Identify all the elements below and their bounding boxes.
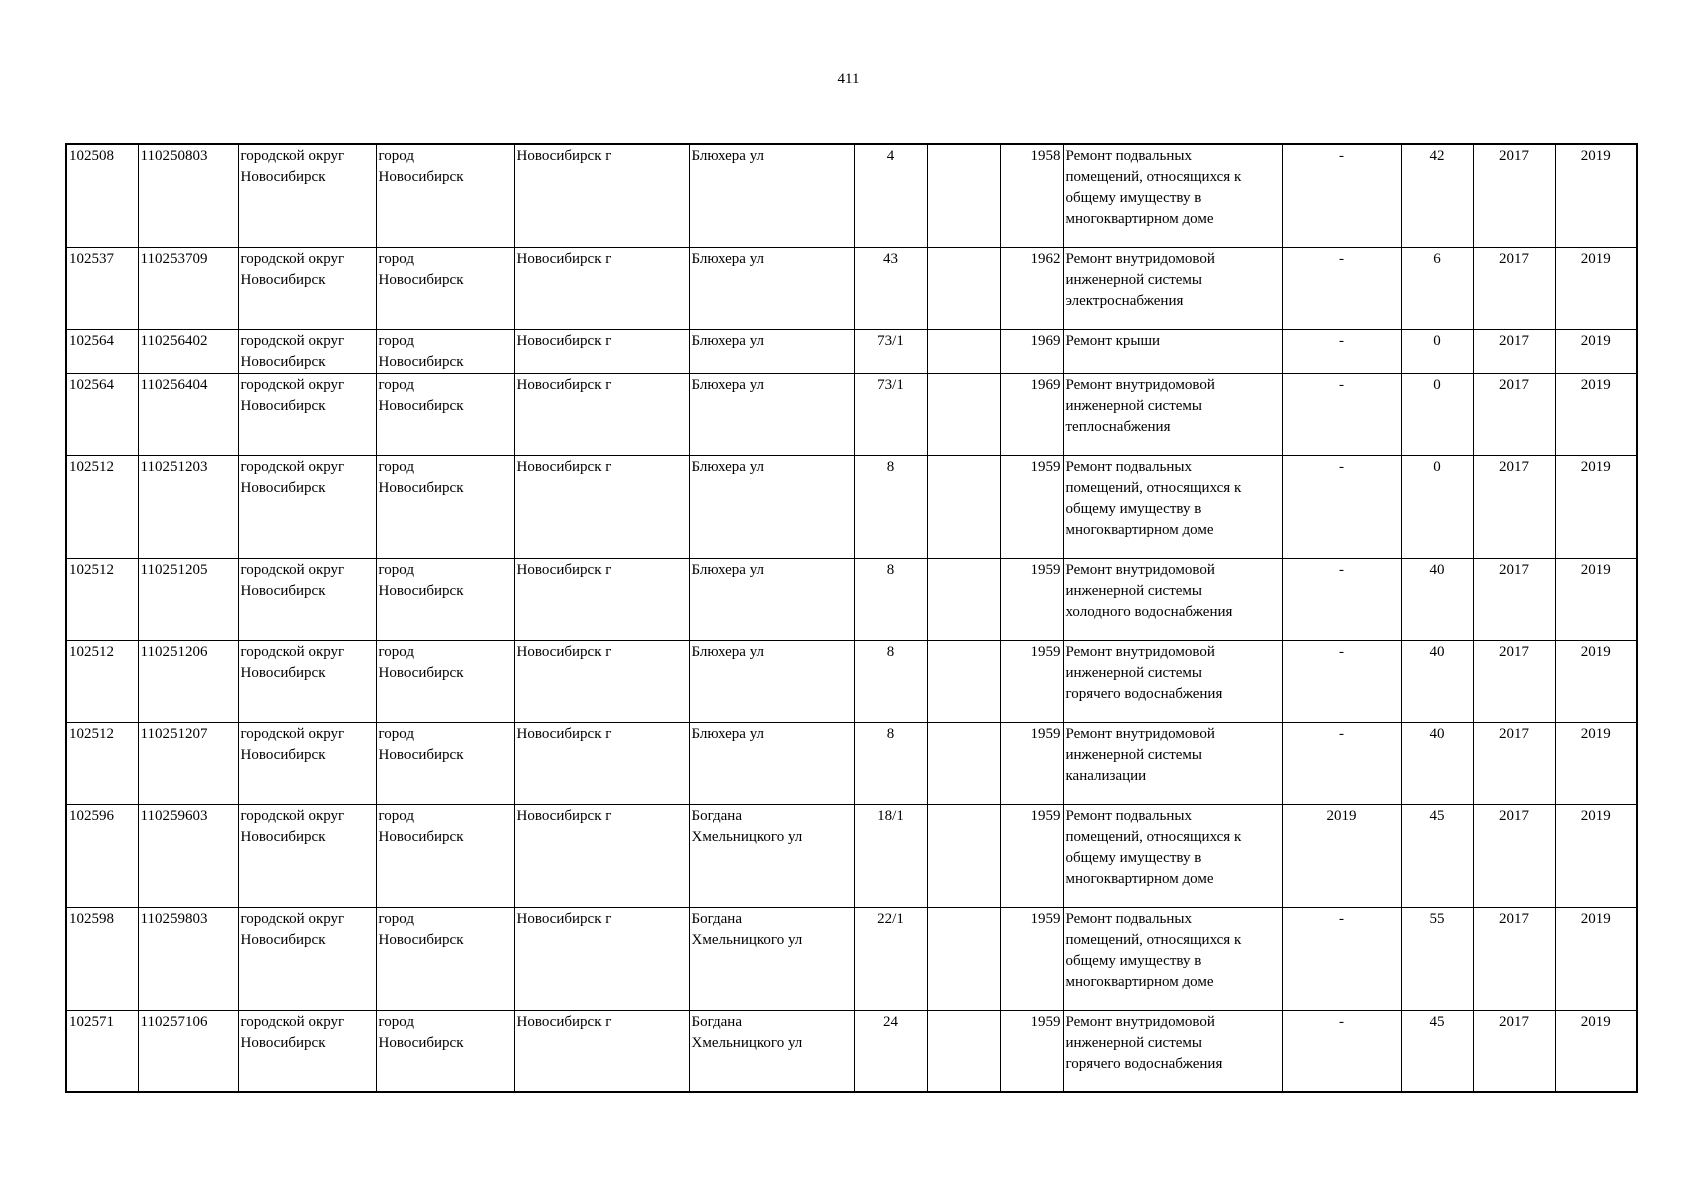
table-row — [66, 455, 1637, 558]
record-id-cell: 110253709 — [138, 247, 238, 329]
period-end-cell: 2019 — [1555, 329, 1637, 373]
street-cell: Блюхера ул — [689, 455, 854, 558]
period-start-cell: 2017 — [1473, 640, 1555, 722]
building-cell — [927, 373, 1000, 455]
settlement-cell: город Новосибирск — [376, 804, 514, 907]
street-cell: Блюхера ул — [689, 722, 854, 804]
wear-percent-cell: 0 — [1401, 329, 1473, 373]
record-id-cell: 110251205 — [138, 558, 238, 640]
period-start-cell: 2017 — [1473, 722, 1555, 804]
repair-year-cell: - — [1282, 907, 1401, 1010]
table-row — [66, 144, 1637, 247]
house-number-cell: 4 — [854, 144, 927, 247]
street-cell: Богдана Хмельницкого ул — [689, 907, 854, 1010]
house-number-cell: 8 — [854, 722, 927, 804]
repair-year-cell: - — [1282, 722, 1401, 804]
table-row — [66, 329, 1637, 373]
repair-year-cell: - — [1282, 144, 1401, 247]
municipality-cell: городской округ Новосибирск — [238, 722, 376, 804]
house-number-cell: 73/1 — [854, 329, 927, 373]
work-type-cell: Ремонт внутридомовой инженерной системы горячего водоснабжения — [1063, 1010, 1282, 1092]
settlement-cell: город Новосибирск — [376, 640, 514, 722]
municipality-cell: городской округ Новосибирск — [238, 247, 376, 329]
build-year-cell: 1959 — [1000, 907, 1063, 1010]
period-start-cell: 2017 — [1473, 144, 1555, 247]
build-year-cell: 1959 — [1000, 1010, 1063, 1092]
building-cell — [927, 144, 1000, 247]
street-cell: Богдана Хмельницкого ул — [689, 1010, 854, 1092]
municipality-cell: городской округ Новосибирск — [238, 907, 376, 1010]
locality-cell: Новосибирск г — [514, 907, 689, 1010]
street-cell: Блюхера ул — [689, 558, 854, 640]
building-cell — [927, 558, 1000, 640]
build-year-cell: 1959 — [1000, 455, 1063, 558]
period-end-cell: 2019 — [1555, 640, 1637, 722]
locality-cell: Новосибирск г — [514, 329, 689, 373]
period-start-cell: 2017 — [1473, 804, 1555, 907]
house-id-cell: 102512 — [66, 558, 138, 640]
wear-percent-cell: 45 — [1401, 804, 1473, 907]
wear-percent-cell: 55 — [1401, 907, 1473, 1010]
municipality-cell: городской округ Новосибирск — [238, 373, 376, 455]
building-cell — [927, 640, 1000, 722]
street-cell: Блюхера ул — [689, 640, 854, 722]
build-year-cell: 1959 — [1000, 558, 1063, 640]
house-id-cell: 102512 — [66, 455, 138, 558]
record-id-cell: 110251207 — [138, 722, 238, 804]
building-cell — [927, 455, 1000, 558]
wear-percent-cell: 42 — [1401, 144, 1473, 247]
table-row — [66, 804, 1637, 907]
record-id-cell: 110251203 — [138, 455, 238, 558]
house-id-cell: 102537 — [66, 247, 138, 329]
record-id-cell: 110250803 — [138, 144, 238, 247]
settlement-cell: город Новосибирск — [376, 907, 514, 1010]
period-start-cell: 2017 — [1473, 247, 1555, 329]
house-id-cell: 102512 — [66, 722, 138, 804]
locality-cell: Новосибирск г — [514, 373, 689, 455]
house-id-cell: 102571 — [66, 1010, 138, 1092]
street-cell: Блюхера ул — [689, 373, 854, 455]
page-number: 411 — [837, 71, 860, 87]
building-cell — [927, 247, 1000, 329]
repair-year-cell: 2019 — [1282, 804, 1401, 907]
locality-cell: Новосибирск г — [514, 722, 689, 804]
capital-repair-table — [65, 143, 1638, 1093]
period-start-cell: 2017 — [1473, 373, 1555, 455]
work-type-cell: Ремонт подвальных помещений, относящихся к общему имуществу в многоквартирном доме — [1063, 455, 1282, 558]
work-type-cell: Ремонт внутридомовой инженерной системы теплоснабжения — [1063, 373, 1282, 455]
locality-cell: Новосибирск г — [514, 1010, 689, 1092]
house-number-cell: 8 — [854, 455, 927, 558]
street-cell: Блюхера ул — [689, 329, 854, 373]
record-id-cell: 110259803 — [138, 907, 238, 1010]
house-id-cell: 102508 — [66, 144, 138, 247]
period-end-cell: 2019 — [1555, 558, 1637, 640]
repair-year-cell: - — [1282, 247, 1401, 329]
settlement-cell: город Новосибирск — [376, 722, 514, 804]
locality-cell: Новосибирск г — [514, 144, 689, 247]
house-id-cell: 102564 — [66, 329, 138, 373]
record-id-cell: 110256404 — [138, 373, 238, 455]
record-id-cell: 110256402 — [138, 329, 238, 373]
settlement-cell: город Новосибирск — [376, 1010, 514, 1092]
municipality-cell: городской округ Новосибирск — [238, 455, 376, 558]
repair-year-cell: - — [1282, 640, 1401, 722]
settlement-cell: город Новосибирск — [376, 247, 514, 329]
house-number-cell: 22/1 — [854, 907, 927, 1010]
work-type-cell: Ремонт подвальных помещений, относящихся к общему имуществу в многоквартирном доме — [1063, 144, 1282, 247]
settlement-cell: город Новосибирск — [376, 558, 514, 640]
settlement-cell: город Новосибирск — [376, 455, 514, 558]
building-cell — [927, 1010, 1000, 1092]
period-end-cell: 2019 — [1555, 144, 1637, 247]
build-year-cell: 1959 — [1000, 804, 1063, 907]
table-row — [66, 907, 1637, 1010]
work-type-cell: Ремонт внутридомовой инженерной системы канализации — [1063, 722, 1282, 804]
build-year-cell: 1959 — [1000, 722, 1063, 804]
wear-percent-cell: 0 — [1401, 373, 1473, 455]
period-end-cell: 2019 — [1555, 247, 1637, 329]
municipality-cell: городской округ Новосибирск — [238, 804, 376, 907]
table-row — [66, 722, 1637, 804]
locality-cell: Новосибирск г — [514, 640, 689, 722]
house-id-cell: 102596 — [66, 804, 138, 907]
municipality-cell: городской округ Новосибирск — [238, 1010, 376, 1092]
building-cell — [927, 907, 1000, 1010]
wear-percent-cell: 0 — [1401, 455, 1473, 558]
building-cell — [927, 329, 1000, 373]
build-year-cell: 1969 — [1000, 373, 1063, 455]
work-type-cell: Ремонт внутридомовой инженерной системы электроснабжения — [1063, 247, 1282, 329]
wear-percent-cell: 6 — [1401, 247, 1473, 329]
wear-percent-cell: 45 — [1401, 1010, 1473, 1092]
street-cell: Блюхера ул — [689, 144, 854, 247]
work-type-cell: Ремонт крыши — [1063, 329, 1282, 373]
locality-cell: Новосибирск г — [514, 804, 689, 907]
build-year-cell: 1962 — [1000, 247, 1063, 329]
work-type-cell: Ремонт подвальных помещений, относящихся к общему имуществу в многоквартирном доме — [1063, 907, 1282, 1010]
wear-percent-cell: 40 — [1401, 558, 1473, 640]
repair-year-cell: - — [1282, 373, 1401, 455]
house-number-cell: 8 — [854, 640, 927, 722]
locality-cell: Новосибирск г — [514, 558, 689, 640]
municipality-cell: городской округ Новосибирск — [238, 144, 376, 247]
settlement-cell: город Новосибирск — [376, 329, 514, 373]
building-cell — [927, 804, 1000, 907]
period-start-cell: 2017 — [1473, 558, 1555, 640]
period-end-cell: 2019 — [1555, 1010, 1637, 1092]
house-number-cell: 18/1 — [854, 804, 927, 907]
municipality-cell: городской округ Новосибирск — [238, 640, 376, 722]
period-start-cell: 2017 — [1473, 329, 1555, 373]
repair-year-cell: - — [1282, 558, 1401, 640]
house-number-cell: 8 — [854, 558, 927, 640]
build-year-cell: 1969 — [1000, 329, 1063, 373]
period-end-cell: 2019 — [1555, 722, 1637, 804]
repair-year-cell: - — [1282, 1010, 1401, 1092]
period-start-cell: 2017 — [1473, 907, 1555, 1010]
house-id-cell: 102598 — [66, 907, 138, 1010]
street-cell: Богдана Хмельницкого ул — [689, 804, 854, 907]
table-row — [66, 1010, 1637, 1092]
period-end-cell: 2019 — [1555, 373, 1637, 455]
municipality-cell: городской округ Новосибирск — [238, 329, 376, 373]
house-number-cell: 43 — [854, 247, 927, 329]
house-id-cell: 102512 — [66, 640, 138, 722]
period-start-cell: 2017 — [1473, 455, 1555, 558]
locality-cell: Новосибирск г — [514, 455, 689, 558]
settlement-cell: город Новосибирск — [376, 144, 514, 247]
house-id-cell: 102564 — [66, 373, 138, 455]
period-end-cell: 2019 — [1555, 907, 1637, 1010]
build-year-cell: 1959 — [1000, 640, 1063, 722]
locality-cell: Новосибирск г — [514, 247, 689, 329]
work-type-cell: Ремонт внутридомовой инженерной системы холодного водоснабжения — [1063, 558, 1282, 640]
record-id-cell: 110257106 — [138, 1010, 238, 1092]
work-type-cell: Ремонт подвальных помещений, относящихся к общему имуществу в многоквартирном доме — [1063, 804, 1282, 907]
work-type-cell: Ремонт внутридомовой инженерной системы горячего водоснабжения — [1063, 640, 1282, 722]
table-row — [66, 373, 1637, 455]
wear-percent-cell: 40 — [1401, 640, 1473, 722]
wear-percent-cell: 40 — [1401, 722, 1473, 804]
table-row — [66, 247, 1637, 329]
record-id-cell: 110251206 — [138, 640, 238, 722]
build-year-cell: 1958 — [1000, 144, 1063, 247]
repair-year-cell: - — [1282, 329, 1401, 373]
settlement-cell: город Новосибирск — [376, 373, 514, 455]
repair-year-cell: - — [1282, 455, 1401, 558]
municipality-cell: городской округ Новосибирск — [238, 558, 376, 640]
period-end-cell: 2019 — [1555, 455, 1637, 558]
street-cell: Блюхера ул — [689, 247, 854, 329]
period-end-cell: 2019 — [1555, 804, 1637, 907]
building-cell — [927, 722, 1000, 804]
record-id-cell: 110259603 — [138, 804, 238, 907]
period-start-cell: 2017 — [1473, 1010, 1555, 1092]
table-row — [66, 640, 1637, 722]
table-row — [66, 558, 1637, 640]
house-number-cell: 24 — [854, 1010, 927, 1092]
house-number-cell: 73/1 — [854, 373, 927, 455]
